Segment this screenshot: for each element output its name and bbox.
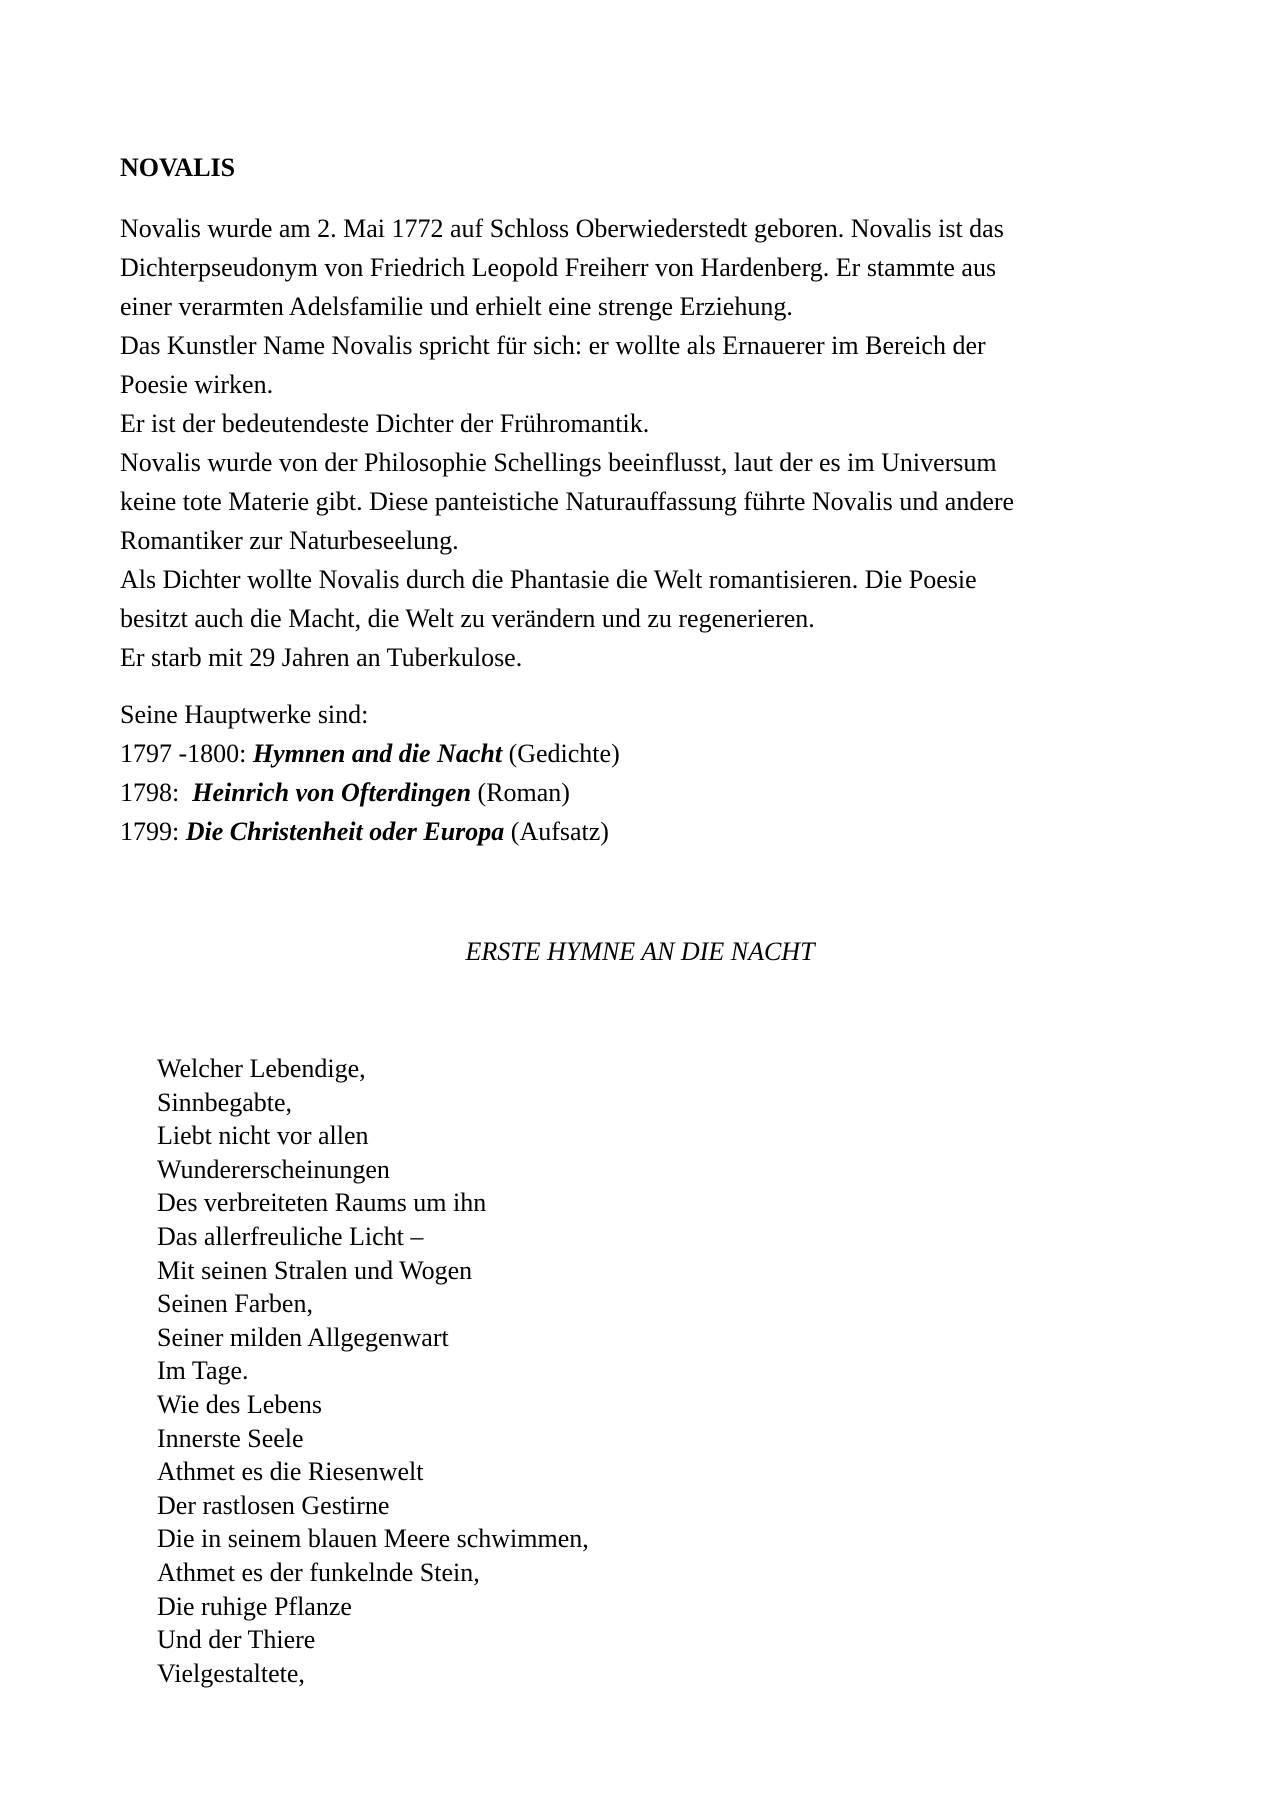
poem-verse: Seiner milden Allgegenwart (157, 1322, 449, 1352)
work-item (120, 773, 1170, 812)
poem-verse: Seinen Farben, (157, 1289, 313, 1319)
biography-section (120, 209, 1170, 677)
poem-verse: Athmet es die Riesenwelt (157, 1457, 424, 1487)
poem (157, 1052, 589, 1690)
poem-verse: Im Tage. (157, 1356, 249, 1386)
work-year: 1799: (120, 817, 180, 846)
poem-verse: Mit seinen Stralen und Wogen (157, 1255, 473, 1285)
bio-line: Novalis wurde von der Philosophie Schellings beeinflusst, laut der es im Universum (120, 448, 997, 477)
poem-verse: Wundererscheinungen (157, 1154, 390, 1184)
poem-verse: Das allerfreuliche Licht – (157, 1221, 424, 1251)
poem-title: ERSTE HYMNE AN DIE NACHT (465, 937, 815, 966)
poem-verse: Athmet es der funkelnde Stein, (157, 1557, 480, 1587)
poem-verse: Liebt nicht vor allen (157, 1121, 369, 1151)
poem-verse: Innerste Seele (157, 1423, 304, 1453)
document-page (120, 148, 1170, 851)
work-title: Heinrich von Ofterdingen (192, 778, 472, 807)
bio-line: Dichterpseudonym von Friedrich Leopold Freiherr von Hardenberg. Er stammte aus (120, 253, 997, 282)
bio-line: einer verarmten Adelsfamilie und erhielt eine strenge Erziehung. (120, 292, 793, 321)
work-kind: (Gedichte) (508, 739, 620, 768)
work-kind: (Aufsatz) (510, 817, 609, 846)
works-intro: Seine Hauptwerke sind: (120, 700, 369, 729)
work-year: 1798: (120, 778, 180, 807)
bio-line: Das Kunstler Name Novalis spricht für sich: er wollte als Ernauerer im Bereich der (120, 331, 986, 360)
bio-line: Als Dichter wollte Novalis durch die Phantasie die Welt romantisieren. Die Poesie (120, 565, 977, 594)
bio-line: besitzt auch die Macht, die Welt zu verändern und zu regenerieren. (120, 604, 815, 633)
poem-verse: Die in seinem blauen Meere schwimmen, (157, 1524, 589, 1554)
bio-line: keine tote Materie gibt. Diese panteistiche Naturauffassung führte Novalis und andere (120, 487, 1015, 516)
bio-line: Novalis wurde am 2. Mai 1772 auf Schloss Oberwiederstedt geboren. Novalis ist das (120, 214, 1004, 243)
bio-line: Er ist der bedeutendeste Dichter der Frühromantik. (120, 409, 650, 438)
poem-verse: Und der Thiere (157, 1625, 316, 1655)
work-kind: (Roman) (477, 778, 570, 807)
bio-line: Romantiker zur Naturbeseelung. (120, 526, 459, 555)
poem-verse: Der rastlosen Gestirne (157, 1490, 390, 1520)
poem-verse: Des verbreiteten Raums um ihn (157, 1188, 487, 1218)
work-year: 1797 -1800: (120, 739, 247, 768)
work-title: Die Christenheit oder Europa (185, 817, 505, 846)
works-section (120, 695, 1170, 851)
poem-verse: Die ruhige Pflanze (157, 1591, 352, 1621)
poem-verse: Vielgestaltete, (157, 1658, 305, 1688)
poem-verse: Wie des Lebens (157, 1389, 323, 1419)
work-title: Hymnen and die Nacht (252, 739, 503, 768)
document-heading: NOVALIS (120, 153, 236, 182)
poem-verse: Sinnbegabte, (157, 1087, 293, 1117)
bio-line: Poesie wirken. (120, 370, 274, 399)
bio-line: Er starb mit 29 Jahren an Tuberkulose. (120, 643, 523, 672)
poem-verse: Welcher Lebendige, (157, 1054, 366, 1083)
work-item (120, 734, 1170, 773)
work-item (120, 812, 1170, 851)
